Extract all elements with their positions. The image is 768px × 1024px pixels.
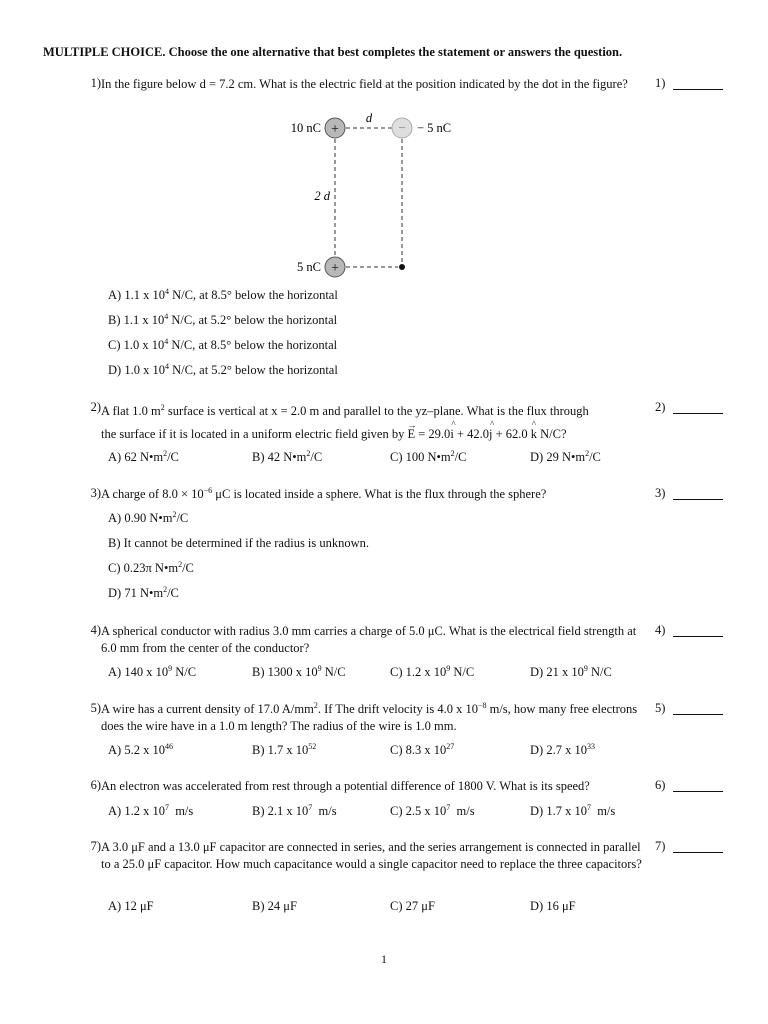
answer-number: 3) [655, 486, 666, 500]
option-7d[interactable]: D) 16 μF [530, 899, 576, 913]
answer-blank[interactable] [673, 499, 723, 500]
question-number: 2) [90, 400, 101, 414]
option-1d[interactable]: D) 1.0 x $10^4$ N/C, at 5.2° below the horizontal [108, 362, 338, 377]
charge-label-bottom: 5 nC [297, 260, 321, 274]
option-5d[interactable]: D) 2.7 x $10^{33}$ [530, 742, 595, 757]
option-6d[interactable]: D) 1.7 x $10^7$ m/s [530, 803, 616, 818]
question-4 [83, 623, 653, 657]
question-number: 3) [90, 486, 101, 500]
answer-number: 1) [655, 76, 666, 90]
answer-blank[interactable] [673, 852, 723, 853]
option-5a[interactable]: A) 5.2 x $10^{46}$ [108, 742, 173, 757]
option-6a[interactable]: A) 1.2 x $10^7$ m/s [108, 803, 194, 818]
answer-number: 5) [655, 701, 666, 715]
question-2 [83, 400, 653, 446]
answer-blank[interactable] [673, 636, 723, 637]
question-6 [83, 778, 653, 795]
option-3d[interactable]: D) 71 $N•m^2/C$ [108, 585, 179, 600]
question-text: A flat 1.0 $m^2$ surface is vertical at x = 2.0 m and parallel to the yz–plane. What is the flux through the surface if it is located in a uniform electric field given by → E = 29.0 ^ i + 42.0 ^ j + 62.0 ^ k N/C? [101, 403, 589, 441]
answer-blank[interactable] [673, 413, 723, 414]
option-4b[interactable]: B) 1300 x $10^9$ N/C [252, 664, 346, 679]
option-3c[interactable]: C) 0.23π $N•m^2/C$ [108, 560, 194, 575]
field-point-dot [399, 264, 405, 270]
option-7a[interactable]: A) 12 μF [108, 899, 154, 913]
option-4d[interactable]: D) 21 x $10^9$ N/C [530, 664, 612, 679]
answer-blank[interactable] [673, 714, 723, 715]
answer-blank[interactable] [673, 791, 723, 792]
option-5c[interactable]: C) 8.3 x $10^{27}$ [390, 742, 455, 757]
question-1 [83, 76, 653, 93]
question-number: 7) [90, 839, 101, 853]
answer-number: 7) [655, 839, 666, 853]
distance-label-d: d [365, 111, 373, 125]
answer-number: 2) [655, 400, 666, 414]
option-7b[interactable]: B) 24 μF [252, 899, 297, 913]
option-2b[interactable]: B) 42 $N•m^2/C$ [252, 449, 323, 464]
question-number: 6) [90, 778, 101, 792]
question-text: A 3.0 μF and a 13.0 μF capacitor are connected in series, and the series arrangement is connected in parallel to a 25.0 μF capacitor. How much capacitance would a single capacitor need to replace the three capacitors? [101, 840, 642, 871]
question-text: In the figure below d = 7.2 cm. What is the electric field at the position indicated by the dot in the figure? [101, 77, 628, 91]
answer-number: 6) [655, 778, 666, 792]
page-number: 1 [381, 952, 387, 966]
question-text: A spherical conductor with radius 3.0 mm carries a charge of 5.0 μC. What is the electrical field strength at 6.0 mm from the center of the conductor? [101, 624, 637, 655]
option-1c[interactable]: C) 1.0 x $10^4$ N/C, at 8.5° below the horizontal [108, 337, 338, 352]
option-3a[interactable]: A) 0.90 $N•m^2/C$ [108, 510, 189, 525]
option-2d[interactable]: D) 29 $N•m^2/C$ [530, 449, 601, 464]
option-6c[interactable]: C) 2.5 x $10^7$ m/s [390, 803, 475, 818]
charge-label-top-right: − 5 nC [417, 121, 452, 135]
option-1b[interactable]: B) 1.1 x $10^4$ N/C, at 5.2° below the horizontal [108, 312, 338, 327]
option-7c[interactable]: C) 27 μF [390, 899, 435, 913]
plus-sign: + [331, 259, 339, 275]
answer-blank[interactable] [673, 89, 723, 90]
question-5 [83, 701, 653, 735]
option-4c[interactable]: C) 1.2 x $10^9$ N/C [390, 664, 475, 679]
charge-label-top-left: 10 nC [290, 121, 321, 135]
question-text: A charge of $8.0 \times 10^{-6}$ μC is located inside a sphere. What is the flux through the sphere? [101, 486, 547, 501]
section-header: MULTIPLE CHOICE. Choose the one alternative that best completes the statement or answers the question. [43, 45, 623, 59]
question-text: A wire has a current density of 17.0 $A/mm^2$. If The drift velocity is 4.0 x $10^{-8}$ m/s, how many free electrons does the wire have in a 1.0 m length? The radius of the wire is 1.0 mm. [101, 701, 638, 733]
question-3 [83, 486, 653, 503]
question-number: 4) [90, 623, 101, 637]
option-2c[interactable]: C) 100 $N•m^2/C$ [390, 449, 467, 464]
answer-number: 4) [655, 623, 666, 637]
option-4a[interactable]: A) 140 x $10^9$ N/C [108, 664, 197, 679]
charge-diagram-svg [280, 108, 480, 288]
question-number: 5) [90, 701, 101, 715]
question-7 [83, 839, 653, 873]
plus-sign: + [331, 120, 339, 136]
option-5b[interactable]: B) 1.7 x $10^{52}$ [252, 742, 317, 757]
charge-diagram [280, 108, 480, 288]
option-6b[interactable]: B) 2.1 x $10^7$ m/s [252, 803, 337, 818]
option-2a[interactable]: A) 62 $N•m^2/C$ [108, 449, 179, 464]
question-number: 1) [90, 76, 101, 90]
distance-label-2d: 2 d [314, 189, 330, 203]
question-text: An electron was accelerated from rest through a potential difference of 1800 V. What is its speed? [101, 779, 590, 793]
option-3b[interactable]: B) It cannot be determined if the radius is unknown. [108, 536, 370, 550]
minus-sign: − [398, 120, 406, 135]
option-1a[interactable]: A) 1.1 x $10^4$ N/C, at 8.5° below the horizontal [108, 287, 338, 302]
